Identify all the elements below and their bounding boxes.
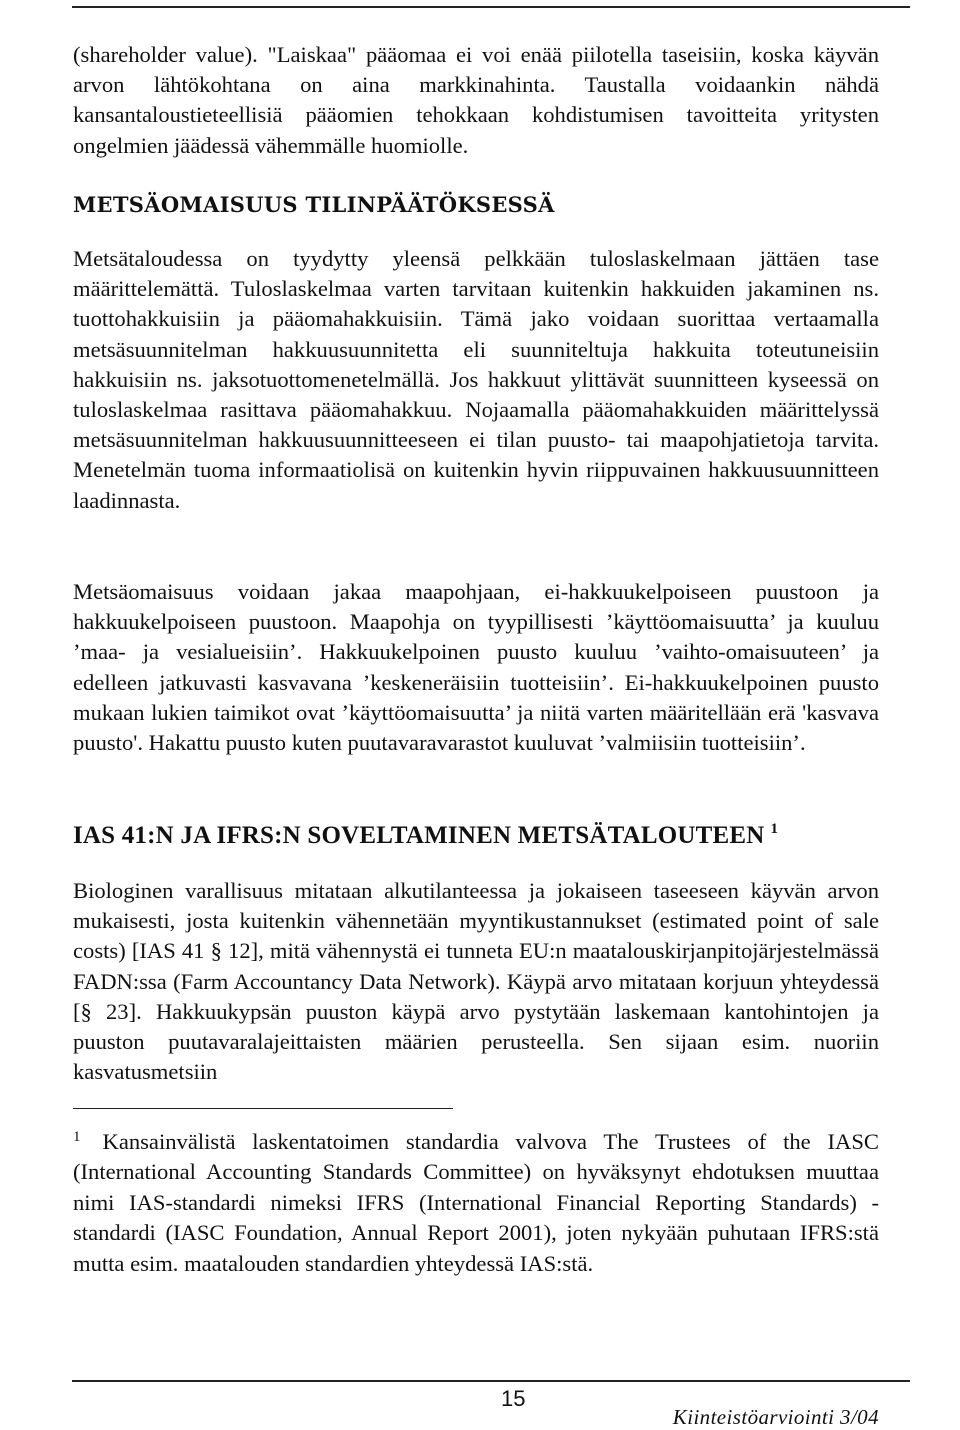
bottom-rule — [72, 1380, 910, 1382]
footnote-mark: 1 — [73, 1129, 81, 1145]
section-heading-ias41-text: IAS 41:N JA IFRS:N SOVELTAMINEN METSÄTALOUTEEN — [73, 822, 765, 849]
publication-title: Kiinteistöarviointi 3/04 — [672, 1405, 879, 1429]
footnote — [73, 1122, 879, 1279]
section-heading-forest-assets: METSÄOMAISUUS TILINPÄÄTÖKSESSÄ — [73, 192, 555, 217]
paragraph-income-statement: Metsätaloudessa on tyydytty yleensä pelkkään tuloslaskelmaan jättäen tase määrittelemättä. Tuloslaskelmaa varten tarvitaan kuitenkin hakkuiden jakaminen ns. tuottohakkuisiin ja pääomahakkuisiin. Tämä jako voidaan suorittaa vertaamalla metsäsuunnitelman hakkuusuunnitetta eli suunniteltuja hakkuita toteutuneisiin hakkuisiin ns. jaksotuottomenetelmällä. Jos hakkuut ylittävät suunnitteen kyseessä on tuloslaskelmaa rasittava pääomahakkuu. Nojaamalla pääomahakkuiden määrittelyssä metsäsuunnitelman hakkuusuunnitteeseen ei tilan puusto- tai maapohjatietoja tarvita. Menetelmän tuoma informaatiolisä on kuitenkin hyvin riippuvainen hakkuusuunnitteen laadinnasta. — [73, 246, 879, 513]
paragraph-biological-assets: Biologinen varallisuus mitataan alkutilanteessa ja jokaiseen taseeseen käyvän arvon mukaisesti, josta kuitenkin vähennetään myyntikustannukset (estimated point of sale costs) [IAS 41 § 12], mitä vähennystä ei tunneta EU:n maatalouskirjanpitojärjestelmässä FADN:ssa (Farm Accountancy Data Network). Käypä arvo mitataan korjuun yhteydessä [§ 23]. Hakkuukypsän puuston käypä arvo pystytään laskemaan kantohintojen ja puuston puutavaralajeittaisten määrien perusteella. Sen sijaan esim. nuoriin kasvatusmetsiin — [73, 878, 879, 1085]
footnote-rule — [73, 1108, 453, 1109]
footnote-reference: 1 — [770, 821, 779, 837]
footnote-text: Kansainvälistä laskentatoimen standardia valvova The Trustees of the IASC (International Accounting Standards Committee) on hyväksynyt ehdotuksen muuttaa nimi IAS-standardi nimeksi IFRS (International Financial Reporting Standards) -standardi (IASC Foundation, Annual Report 2001), joten nykyään puhutaan IFRS:stä mutta esim. maatalouden standardien yhteydessä IAS:stä. — [73, 1129, 879, 1276]
intro-paragraph: (shareholder value). "Laiskaa" pääomaa ei voi enää piilotella taseisiin, koska käyvän arvon lähtökohtana on aina markkinahinta. Taustalla voidaankin nähdä kansantaloustieteellisiä pääomien tehokkaan kohdistumisen tavoitteita yritysten ongelmien jäädessä vähemmälle huomiolle. — [73, 42, 879, 158]
top-rule — [72, 6, 910, 8]
page-number: 15 — [501, 1386, 526, 1411]
paragraph-asset-division: Metsäomaisuus voidaan jakaa maapohjaan, ei-hakkuukelpoiseen puustoon ja hakkuukelpoiseen puustoon. Maapohja on tyypillisesti ’käyttöomaisuutta’ ja kuuluu ’maa- ja vesialueisiin’. Hakkuukelpoinen puusto kuuluu ’vaihto-omaisuuteen’ ja edelleen jatkuvasti kasvavana ’keskeneräisiin tuotteisiin’. Ei-hakkuukelpoinen puusto mukaan lukien taimikot ovat ’käyttöomaisuutta’ ja niitä varten määritellään erä 'kasvava puusto'. Hakattu puusto kuten puutavaravarastot kuuluvat ’valmiisiin tuotteisiin’. — [73, 579, 879, 756]
section-heading-ias41 — [73, 821, 778, 850]
